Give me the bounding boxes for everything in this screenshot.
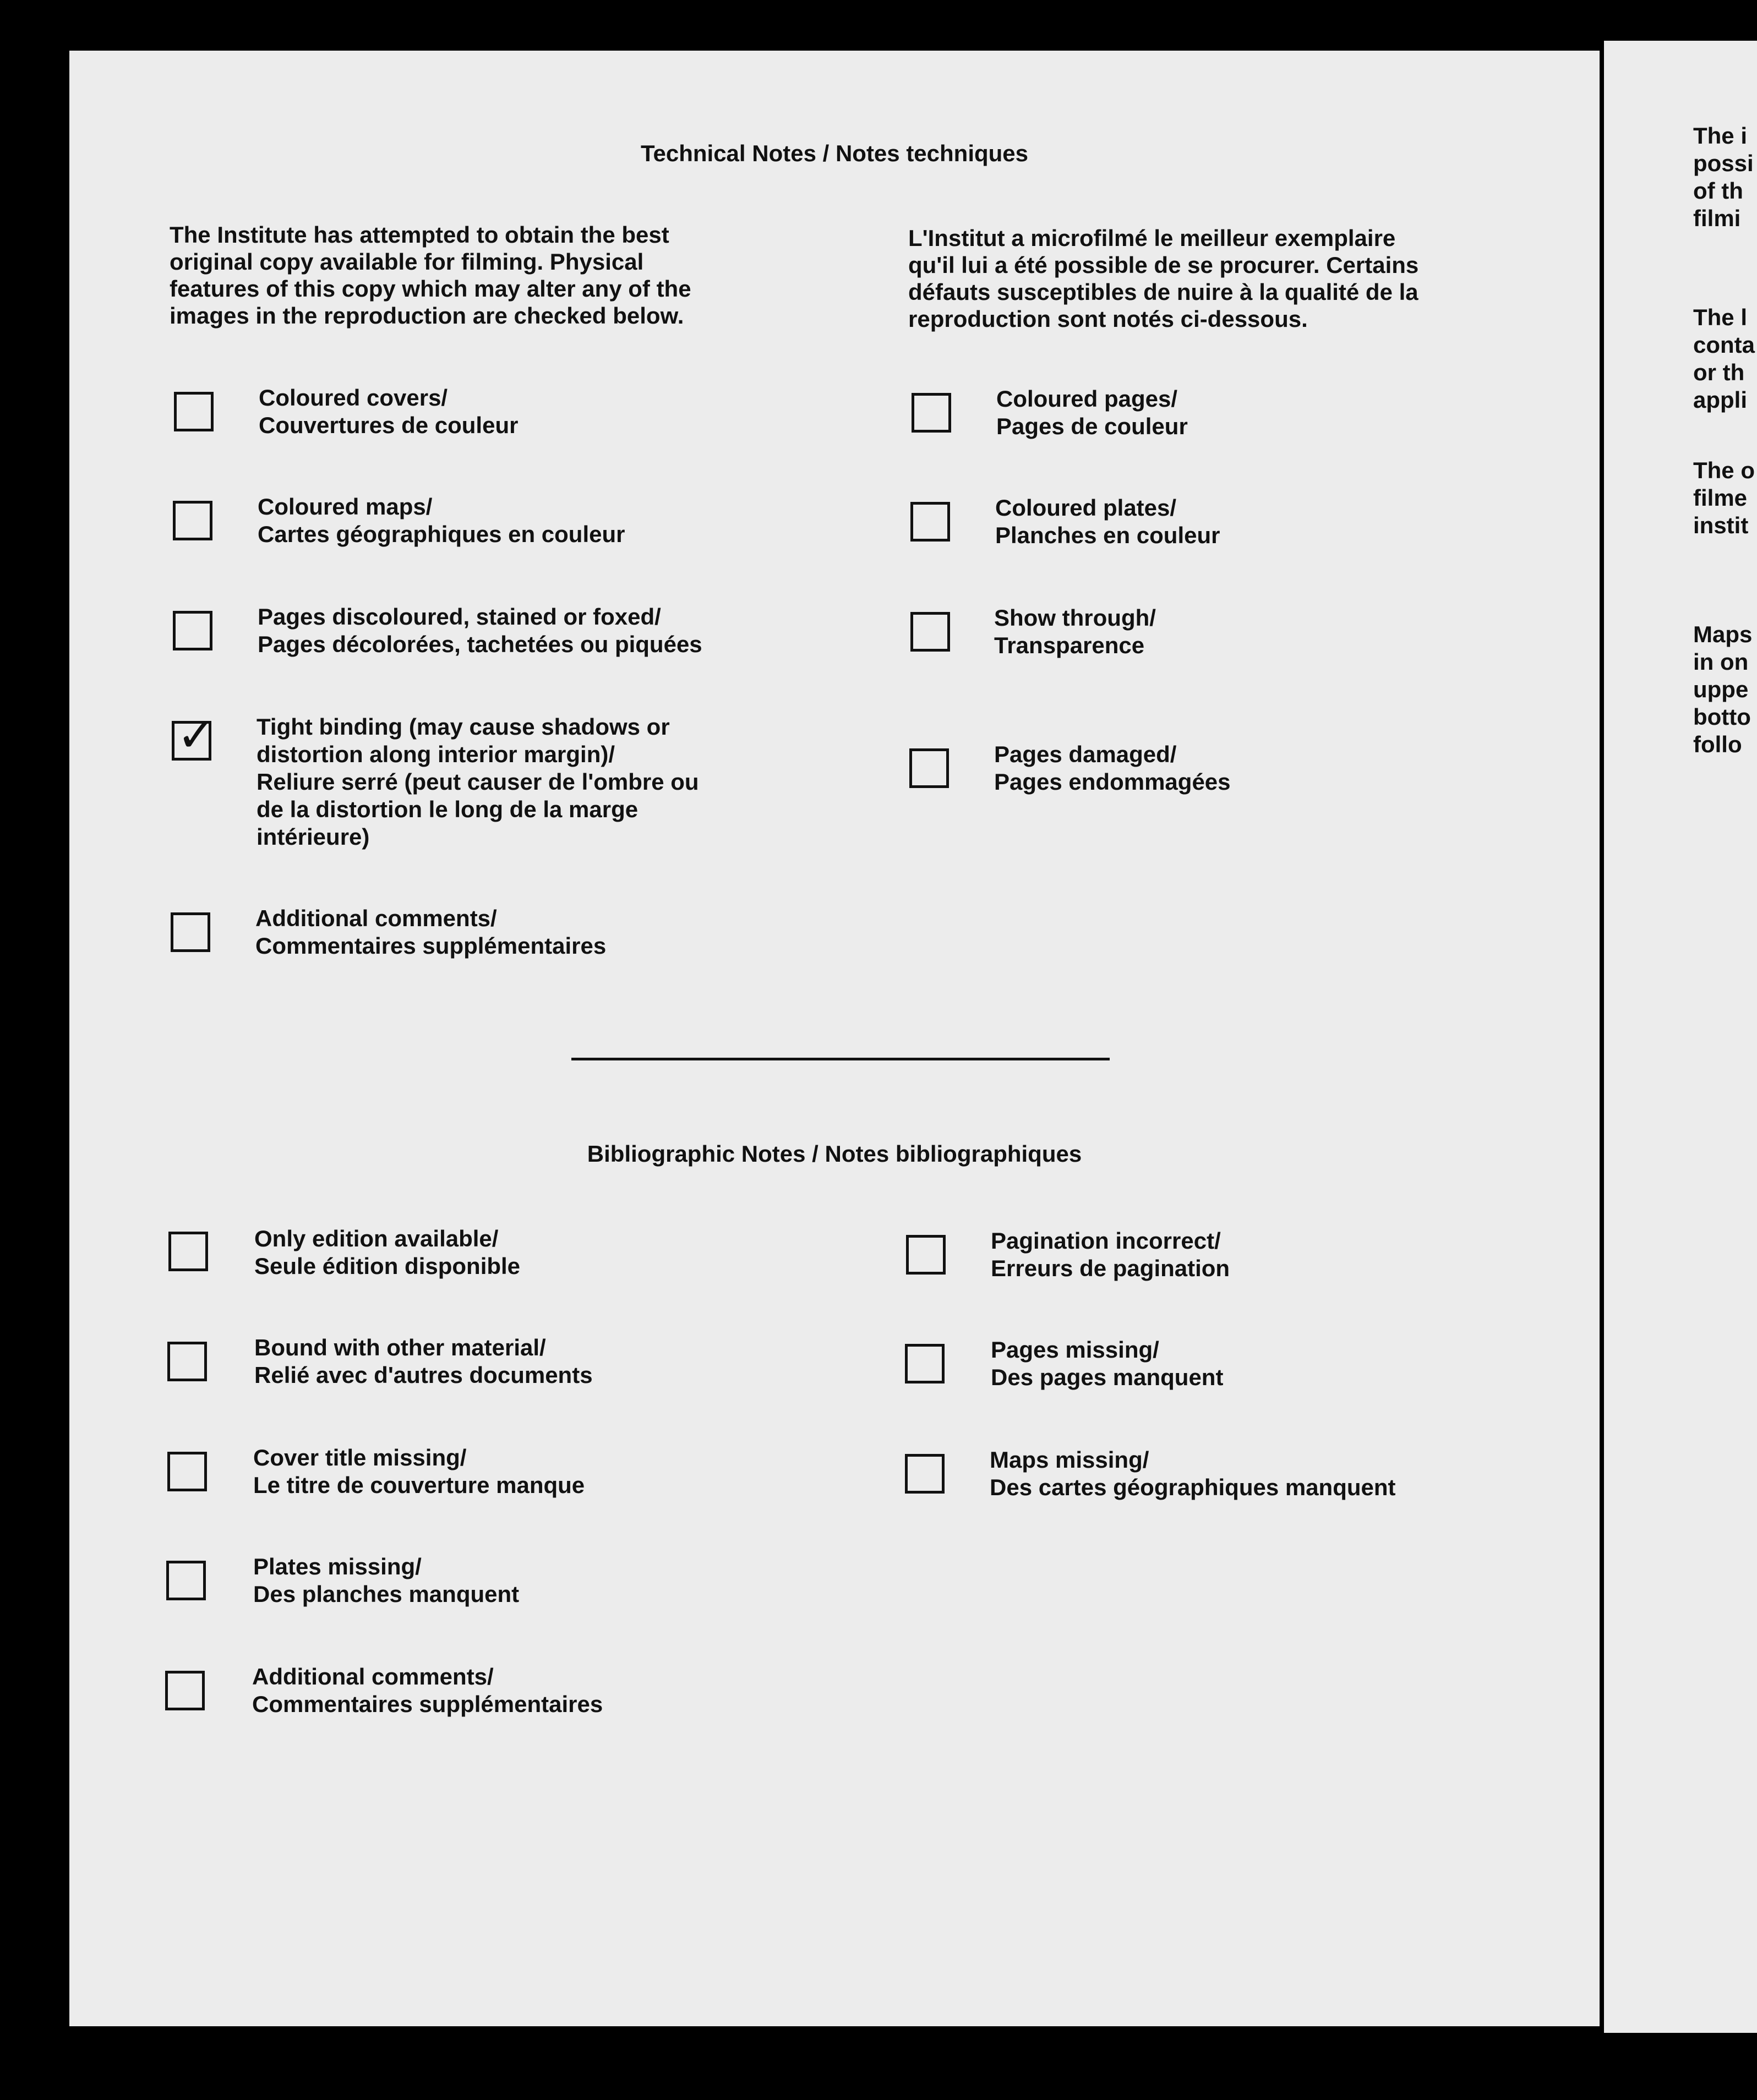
label-line: Coloured plates/: [995, 495, 1177, 521]
label-coloured-plates: [995, 494, 1220, 549]
fragment-line: appli: [1693, 387, 1748, 413]
technical-intro-en: [170, 221, 691, 329]
label-line: Additional comments/: [252, 1664, 494, 1689]
checkbox-tight-binding[interactable]: [172, 708, 217, 763]
label-additional-comments-technical: [255, 905, 606, 960]
label-maps-missing: [990, 1446, 1396, 1501]
fragment-line: of th: [1693, 178, 1743, 204]
intro-en-line: original copy available for filming. Physical: [170, 249, 644, 275]
label-line: Transparence: [994, 632, 1145, 658]
label-coloured-maps: [258, 493, 625, 548]
label-line: Commentaires supplémentaires: [252, 1691, 603, 1717]
label-line: Le titre de couverture manque: [253, 1472, 585, 1498]
technical-intro-fr: [908, 225, 1418, 332]
checkbox-additional-comments-bibliographic[interactable]: [165, 1671, 205, 1710]
fragment-line: filme: [1693, 485, 1748, 511]
label-line: intérieure): [257, 824, 370, 850]
label-line: Reliure serré (peut causer de l'ombre ou: [257, 769, 699, 795]
label-line: Des pages manquent: [991, 1364, 1224, 1390]
label-line: Pages damaged/: [994, 741, 1177, 767]
label-line: Pages endommagées: [994, 769, 1231, 795]
label-line: Pages décolorées, tachetées ou piquées: [258, 631, 702, 657]
label-cover-title-missing: [253, 1444, 585, 1499]
checkbox-plates-missing[interactable]: [166, 1561, 206, 1600]
checkbox-pages-missing[interactable]: [905, 1344, 945, 1383]
fragment-line: or th: [1693, 359, 1745, 385]
section-divider: [571, 1058, 1110, 1060]
label-line: Pages de couleur: [996, 413, 1188, 439]
label-bound-with: [254, 1334, 593, 1389]
fragment-line: The i: [1693, 123, 1748, 149]
intro-fr-line: reproduction sont notés ci-dessous.: [908, 306, 1308, 332]
checkbox-coloured-plates[interactable]: [910, 502, 950, 542]
checkbox-pages-discoloured[interactable]: [173, 611, 212, 650]
label-additional-comments-bibliographic: [252, 1663, 603, 1718]
microfiche-target-sheet: [69, 51, 1600, 2026]
label-line: Pages discoloured, stained or foxed/: [258, 604, 661, 630]
right-page-fragment-1: [1693, 122, 1757, 232]
label-line: Coloured maps/: [258, 494, 433, 519]
label-line: Additional comments/: [255, 905, 497, 931]
label-line: Erreurs de pagination: [991, 1255, 1230, 1281]
checkbox-only-edition[interactable]: [168, 1232, 208, 1271]
intro-fr-line: défauts susceptibles de nuire à la qualité de la: [908, 279, 1418, 305]
fragment-line: Maps: [1693, 621, 1753, 647]
label-line: Tight binding (may cause shadows or: [257, 714, 670, 740]
checkbox-bound-with[interactable]: [167, 1342, 207, 1381]
label-tight-binding: [257, 713, 699, 851]
label-line: distortion along interior margin)/: [257, 741, 615, 767]
label-line: Only edition available/: [254, 1226, 499, 1251]
label-show-through: [994, 604, 1156, 659]
intro-fr-line: L'Institut a microfilmé le meilleur exemplaire: [908, 225, 1396, 251]
label-line: Cover title missing/: [253, 1445, 467, 1470]
fragment-line: The o: [1693, 457, 1755, 483]
bibliographic-notes-title: Bibliographic Notes / Notes bibliographiques: [587, 1141, 1082, 1167]
label-coloured-covers: [259, 384, 518, 439]
checkbox-pagination-incorrect[interactable]: [906, 1235, 946, 1275]
checkbox-pages-damaged[interactable]: [909, 748, 949, 788]
fragment-line: instit: [1693, 512, 1749, 538]
technical-notes-title: Technical Notes / Notes techniques: [640, 140, 1029, 166]
label-line: Cartes géographiques en couleur: [258, 521, 625, 547]
label-plates-missing: [253, 1553, 519, 1608]
fragment-line: botto: [1693, 704, 1751, 730]
checkmark-icon: ✓: [177, 708, 217, 763]
fragment-line: possi: [1693, 150, 1754, 176]
label-line: Relié avec d'autres documents: [254, 1362, 593, 1388]
label-line: Plates missing/: [253, 1554, 422, 1579]
fragment-line: conta: [1693, 332, 1755, 358]
label-line: Des planches manquent: [253, 1581, 520, 1607]
fragment-line: follo: [1693, 731, 1742, 757]
fragment-line: The l: [1693, 304, 1748, 330]
intro-fr-line: qu'il lui a été possible de se procurer. Certains: [908, 252, 1419, 278]
label-pages-missing: [991, 1336, 1223, 1391]
checkbox-coloured-covers[interactable]: [174, 392, 214, 431]
label-pagination-incorrect: [991, 1227, 1230, 1282]
right-page-fragment-3: [1693, 457, 1757, 539]
label-pages-discoloured: [258, 603, 702, 658]
label-line: Pagination incorrect/: [991, 1228, 1221, 1254]
label-line: de la distortion le long de la marge: [257, 796, 639, 822]
label-line: Planches en couleur: [995, 522, 1220, 548]
checkbox-coloured-pages[interactable]: [912, 393, 951, 433]
label-line: Coloured covers/: [259, 385, 448, 411]
intro-en-line: images in the reproduction are checked below.: [170, 303, 684, 329]
fragment-line: filmi: [1693, 205, 1741, 231]
label-pages-damaged: [994, 741, 1231, 796]
label-line: Pages missing/: [991, 1337, 1159, 1363]
label-line: Seule édition disponible: [254, 1253, 521, 1279]
label-line: Bound with other material/: [254, 1335, 546, 1360]
fragment-line: uppe: [1693, 676, 1749, 702]
right-page-fragment-2: [1693, 304, 1757, 414]
label-line: Coloured pages/: [996, 386, 1178, 412]
checkbox-additional-comments-technical[interactable]: [171, 912, 210, 952]
label-line: Couvertures de couleur: [259, 412, 519, 438]
checkbox-maps-missing[interactable]: [905, 1454, 945, 1494]
fragment-line: in on: [1693, 649, 1749, 675]
checkbox-show-through[interactable]: [910, 612, 950, 652]
label-line: Maps missing/: [990, 1447, 1149, 1473]
checkbox-cover-title-missing[interactable]: [167, 1452, 207, 1491]
intro-en-line: The Institute has attempted to obtain the best: [170, 222, 669, 248]
checkbox-coloured-maps[interactable]: [173, 501, 212, 540]
label-only-edition: [254, 1225, 520, 1280]
label-line: Show through/: [994, 605, 1156, 631]
label-line: Des cartes géographiques manquent: [990, 1474, 1396, 1500]
label-line: Commentaires supplémentaires: [255, 933, 607, 959]
intro-en-line: features of this copy which may alter any of the: [170, 276, 691, 302]
right-page-fragment-4: [1693, 621, 1757, 758]
label-coloured-pages: [996, 385, 1188, 440]
